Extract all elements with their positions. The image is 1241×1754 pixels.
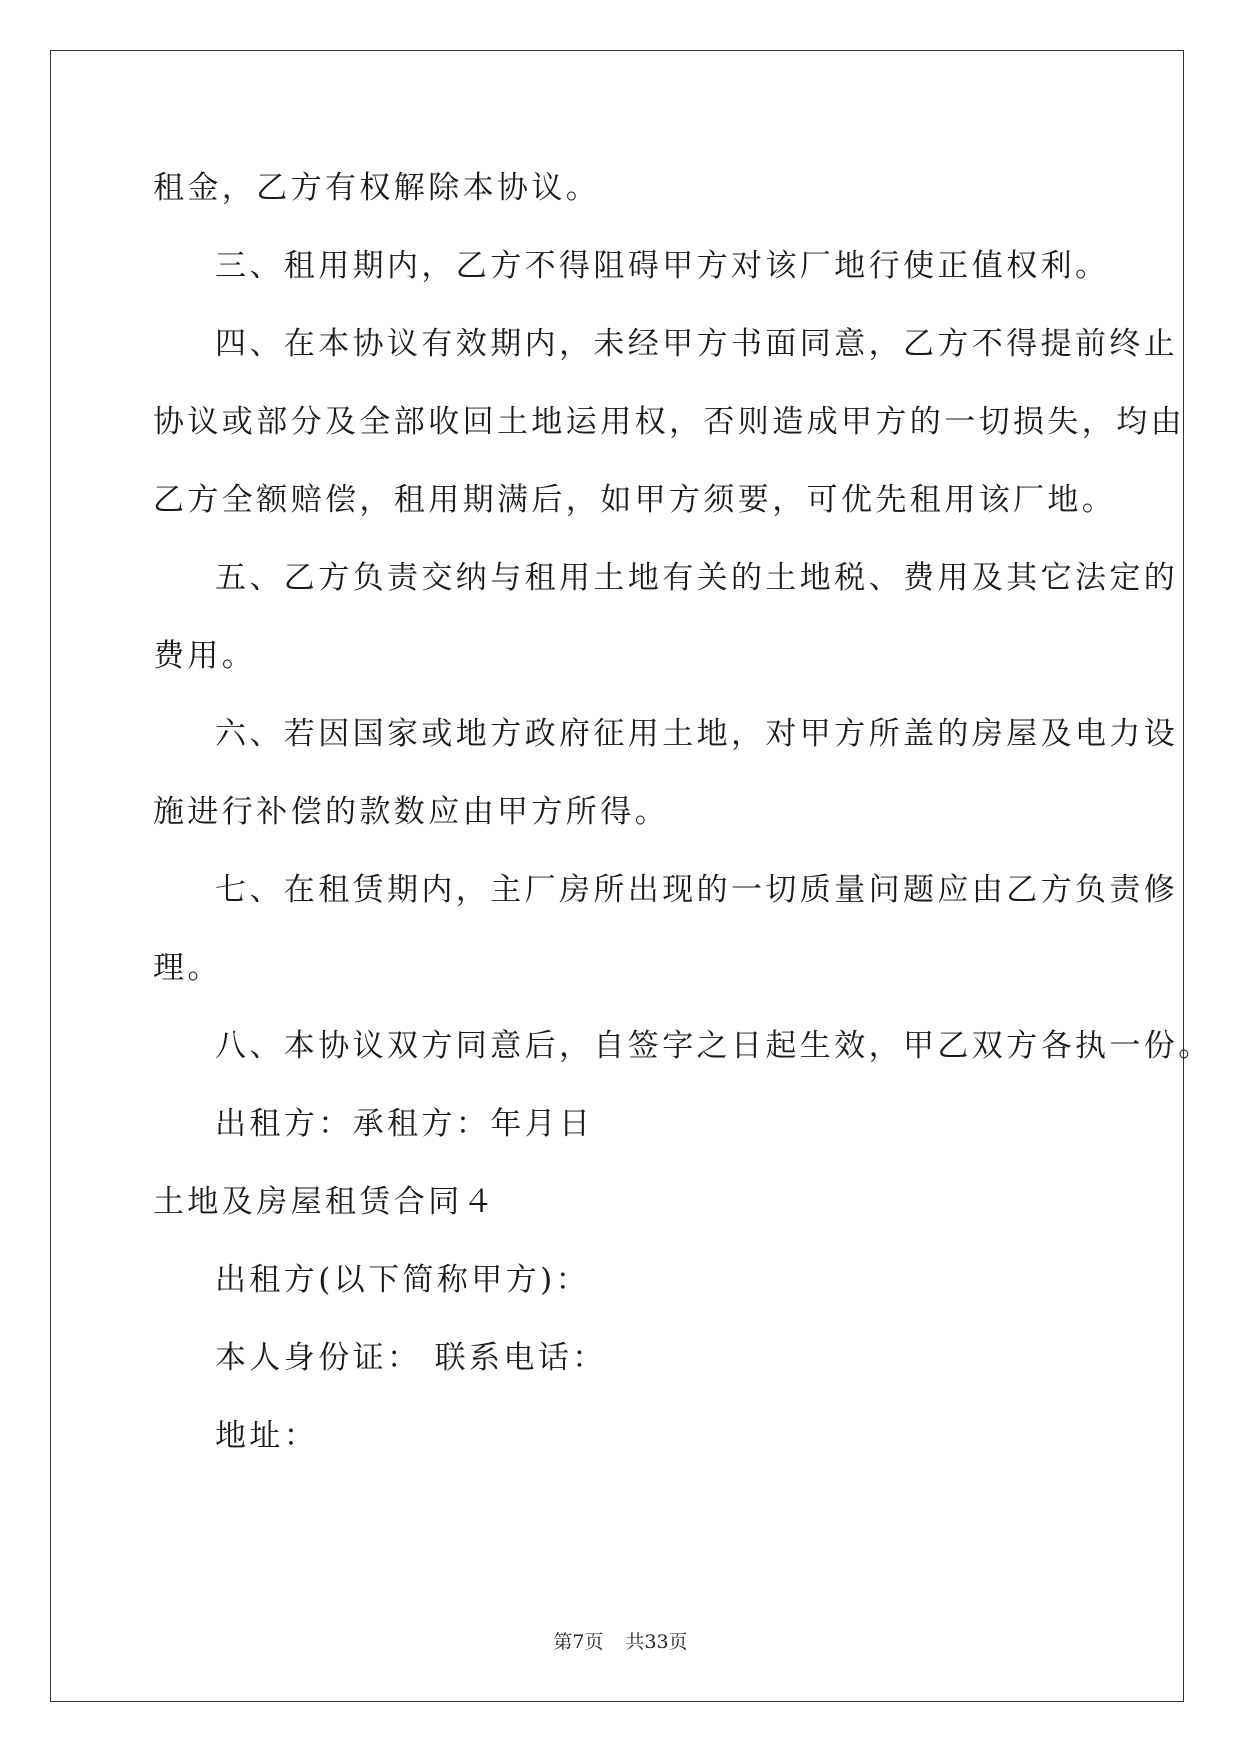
clause-7-line-2: 理。 xyxy=(153,950,222,986)
id-phone-line: 本人身份证： 联系电话： xyxy=(215,1340,607,1376)
address-label: 地址： xyxy=(215,1418,319,1454)
text-line-1: 租金，乙方有权解除本协议。 xyxy=(153,170,601,206)
page-footer xyxy=(0,1630,1241,1654)
clause-4-line-1: 四、在本协议有效期内，未经甲方书面同意，乙方不得提前终止 xyxy=(215,326,1179,362)
section-title: 土地及房屋租赁合同４ xyxy=(153,1184,497,1220)
clause-4-line-2: 协议或部分及全部收回土地运用权，否则造成甲方的一切损失，均由 xyxy=(153,404,1185,440)
lessor-label: 出租方(以下简称甲方)： xyxy=(215,1262,590,1298)
page-total: 共33页 xyxy=(625,1631,688,1653)
clause-5-line-1: 五、乙方负责交纳与租用土地有关的土地税、费用及其它法定的 xyxy=(215,560,1179,596)
clause-6-line-1: 六、若因国家或地方政府征用土地，对甲方所盖的房屋及电力设 xyxy=(215,716,1179,752)
clause-7-line-1: 七、在租赁期内，主厂房所出现的一切质量问题应由乙方负责修 xyxy=(215,872,1179,908)
page-number: 第7页 xyxy=(553,1631,604,1653)
clause-8: 八、本协议双方同意后，自签字之日起生效，甲乙双方各执一份。 xyxy=(215,1028,1213,1064)
clause-3: 三、租用期内，乙方不得阻碍甲方对该厂地行使正值权利。 xyxy=(215,248,1110,284)
signature-line: 出租方：承租方：年月日 xyxy=(215,1106,594,1142)
clause-4-line-3: 乙方全额赔偿，租用期满后，如甲方须要，可优先租用该厂地。 xyxy=(153,482,1117,518)
clause-6-line-2: 施进行补偿的款数应由甲方所得。 xyxy=(153,794,669,830)
clause-5-line-2: 费用。 xyxy=(153,638,257,674)
